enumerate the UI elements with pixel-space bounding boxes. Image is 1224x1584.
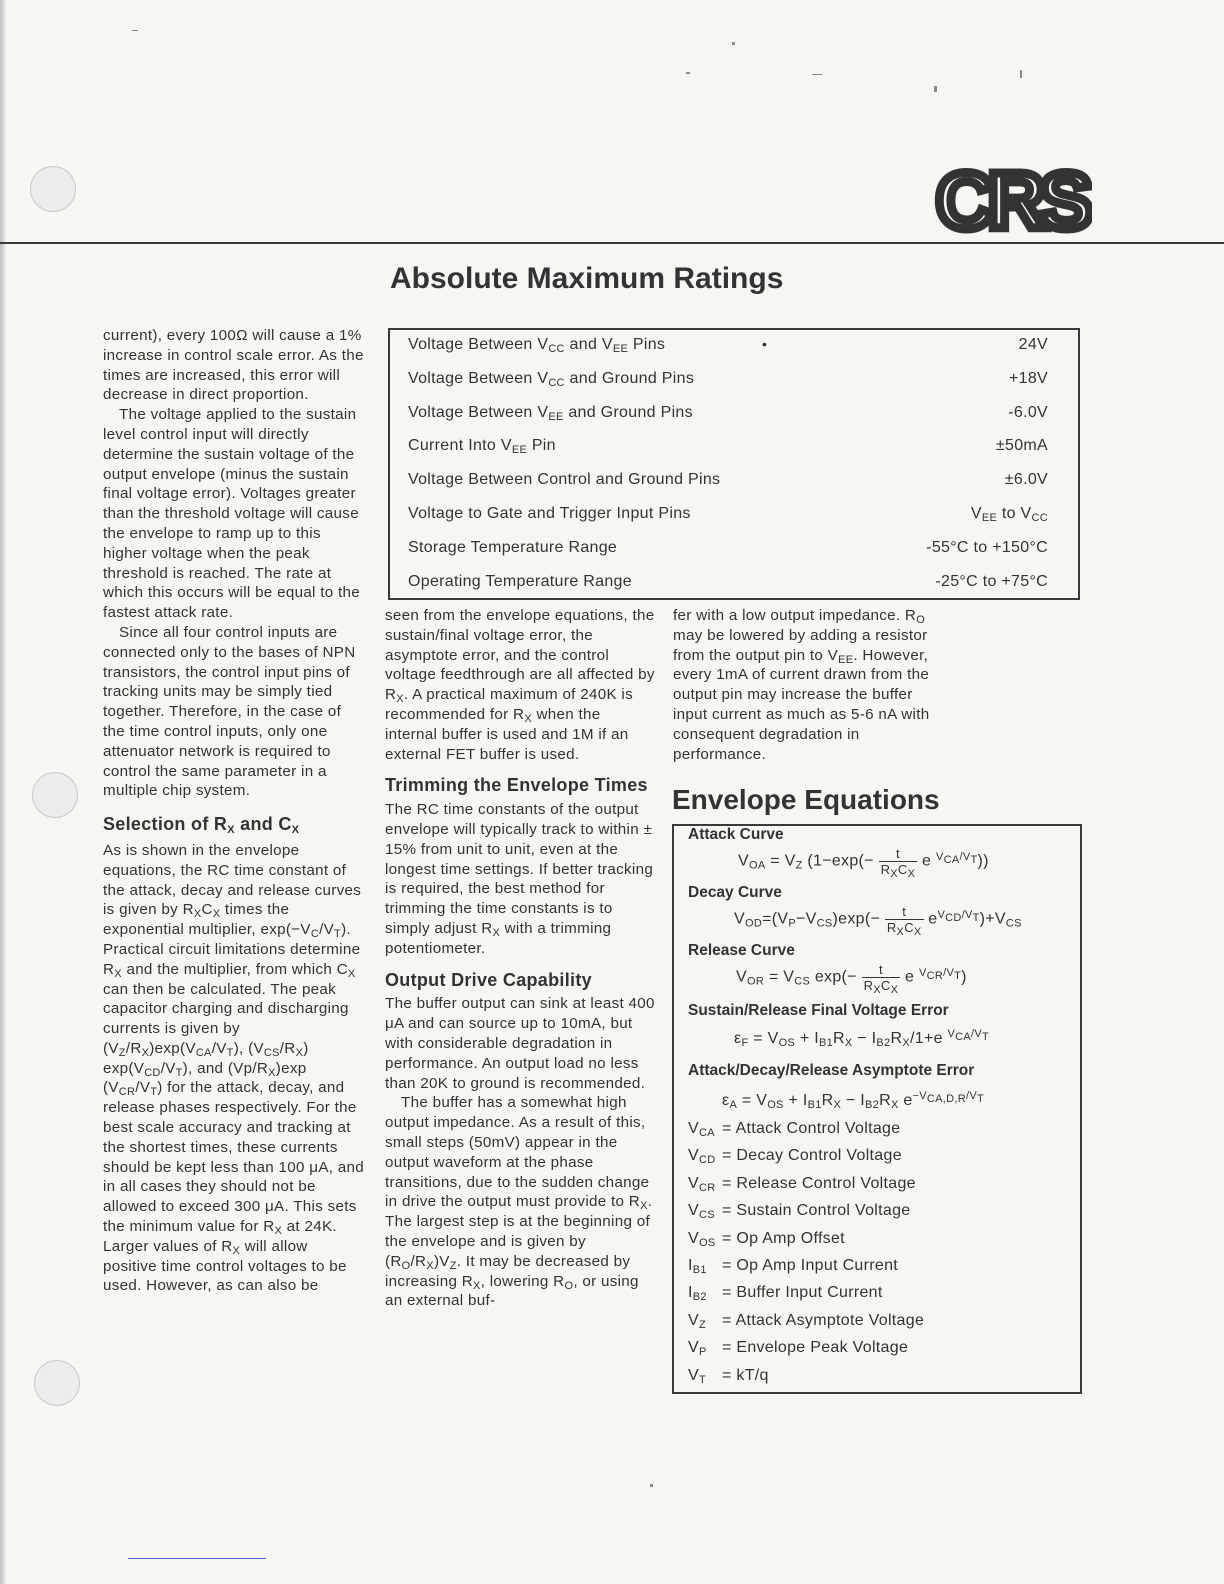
rating-value: +18V [1008,369,1048,387]
sustain-error-equation: $\varepsilon_F = V_{OS} + I_{B1}R_X - I_{B2}R_X/1+e$ $^{V_{CA}/V_T}$ [734,1028,990,1049]
sustain-error-label: Sustain/Release Final Voltage Error [688,1002,949,1019]
definition-row [688,1147,902,1165]
definition-symbol [688,1284,722,1302]
text-fragment: and Ground Pins [563,403,693,421]
definition-row [688,1257,898,1275]
paragraph: The voltage applied to the sustain level control input will directly determine the sustain voltage of the output envelope (minus the sustain final voltage error). Voltages greater than the threshold voltage will cause the envelope to ramp up to this higher voltage when the peak threshold is reached. The rate at which this occurs will be equal to the fastest attack rate. [103,406,361,622]
rating-row [390,398,1078,432]
symbol-base: V [688,1174,699,1192]
text-fragment: Voltage Between V [408,336,549,353]
scan-edge [0,0,6,1584]
paragraph: The buffer output can sink at least 400 μA and can source up to 10mA, but with considerable degradation in performance. An output load no less than 20K to ground is recommended. [385,995,655,1092]
definition-text: = Op Amp Input Current [722,1257,899,1274]
rating-label [408,336,665,354]
rating-value: -25°C to +75°C [935,572,1048,590]
equations-box [672,824,1082,1394]
equations-heading: Envelope Equations [672,784,940,815]
rating-label [408,404,693,422]
definition-text: = Attack Asymptote Voltage [722,1311,925,1329]
symbol-subscript: P [698,1346,707,1359]
definition-text: = Buffer Input Current [722,1284,883,1302]
scan-speck [650,1484,653,1487]
text-fragment: Pins [628,336,666,353]
release-equation: $V_{OR} = V_{CS}$ exp(− $\frac{t}{R_XC_X}$ e $^{V_{CR}/V_T}$) [736,962,967,996]
definition-row [688,1230,845,1248]
decay-curve-label: Decay Curve [688,884,782,901]
scan-speck [132,30,138,31]
symbol-subscript: T [698,1373,707,1386]
symbol-base: V [688,1311,699,1329]
definition-row [688,1175,916,1193]
definition-text: = Sustain Control Voltage [722,1202,911,1220]
paragraph: fer with a low output impedance. $R_O$ may be lowered by adding a resistor from the output pin to $V_{EE}$. However, every 1mA of current drawn from the output pin may increase the buffer input current as much as 5-6 nA with consequent degradation in performance. [673,607,930,763]
text-fragment: Voltage to Gate and Trigger Input Pins [408,505,691,522]
scan-speck [732,42,735,45]
text-column-1 [103,326,365,1296]
definition-row [688,1312,924,1330]
subscript-text: EE [511,444,528,457]
rating-value: ±50mA [995,437,1048,455]
symbol-base: V [688,1229,699,1247]
symbol-base: I [688,1257,693,1274]
text-fragment: Current Into V [408,437,512,455]
definition-text: = Attack Control Voltage [722,1120,901,1137]
rating-row [390,364,1078,398]
rating-row [390,330,1078,364]
subscript-text: EE [981,512,998,524]
text-fragment: Voltage Between V [408,369,549,387]
rating-row [390,533,1078,567]
footer-line [128,1558,266,1559]
symbol-subscript: CD [698,1154,716,1167]
scan-speck [934,86,937,92]
text-fragment: Voltage Between Control and Ground Pins [408,471,721,489]
rating-value: -55°C to +150°C [926,538,1048,556]
asymptote-error-equation: $\varepsilon_A = V_{OS} + I_{B1}R_X - I_{B2}R_X$ $e^{-V_{CA,D,R}/V_T}$ [722,1090,985,1111]
definition-symbol [688,1147,722,1165]
text-fragment: to V [997,505,1032,522]
rating-label [408,471,720,489]
definition-symbol [688,1339,722,1357]
subscript-text: CC [1031,512,1048,524]
definition-text: = Decay Control Voltage [722,1147,902,1165]
symbol-base: V [688,1202,699,1220]
rating-row [390,499,1078,533]
rating-row [390,465,1078,499]
subscript-text: CC [548,343,565,355]
definition-text: = Envelope Peak Voltage [722,1339,909,1357]
rating-value: -6.0V [1008,403,1048,421]
symbol-base: V [688,1120,699,1137]
definition-symbol [688,1230,722,1248]
symbol-subscript: CR [698,1181,716,1194]
definition-text: = Op Amp Offset [722,1229,845,1247]
rating-row [390,431,1078,465]
paragraph: As is shown in the envelope equations, the RC time constant of the attack, decay and release curves is given by $R_XC_X$ times the exponential multiplier, $\exp(-V_C/V_T)$. Practical circuit limitations determine $R_X$ and the multiplier, from which $C_X$ can then be calculated. The peak capacitor charging and discharging currents is given by $(V_Z/R_X)\exp(V_{CA}/V_T)$, $(V_{CS}/R_X)$ $\exp(V_{CD}/V_T)$, and $(Vp/R_X)\exp$ $(V_{CR}/V_T)$ for the attack, decay, and release phases respectively. For the best scale accuracy and tracking at the shortest times, these currents should be kept less than 100 μA, and in all cases they should not be allowed to exceed 300 μA. This sets the minimum value for $R_X$ at 24K. Larger values of $R_X$ will allow positive time control voltages to be used. However, as can also be [103,841,365,1295]
section-heading-output: Output Drive Capability [385,969,592,990]
rating-value: 24V [1018,336,1048,353]
rating-row [390,567,1078,601]
paragraph: Since all four control inputs are connected only to the bases of NPN transistors, the control input pins of tracking units may be simply tied together. Therefore, in the case of the time control inputs, only one attenuator network is required to control the same parameter in a multiple chip system. [103,623,356,800]
definition-symbol [688,1175,722,1193]
rating-label [408,370,694,388]
symbol-subscript: B1 [692,1264,707,1276]
page-title: Absolute Maximum Ratings [390,262,784,295]
decay-equation: $V_{OD}=(V_P-V_{CS})\exp(-$ $\frac{t}{R_XC_X}$ $e^{V_{CD}/V_T})+V_{CS}$ [734,904,1022,938]
symbol-base: V [688,1147,699,1165]
binder-hole-middle [32,772,78,818]
binder-hole-top [30,166,76,212]
subscript-text: EE [548,410,564,423]
symbol-subscript: CS [698,1209,715,1222]
definition-symbol [688,1257,722,1275]
rating-label [408,573,632,591]
subscript-text: EE [612,343,629,355]
definition-symbol [688,1367,722,1385]
symbol-subscript: B2 [692,1291,707,1304]
definition-row [688,1339,908,1357]
bullet-mark: • [762,336,768,352]
text-fragment: Operating Temperature Range [408,572,632,590]
rating-label [408,505,691,523]
text-fragment: and V [564,336,613,353]
symbol-base: V [688,1339,699,1357]
scan-speck [812,74,822,75]
definition-row [688,1367,769,1385]
rating-label [408,539,617,557]
rating-label [408,437,556,455]
section-heading-trimming: Trimming the Envelope Times [385,775,648,796]
paragraph: The RC time constants of the output envelope will typically track to within ± 15% from unit to unit, even at the longest time settings. If better tracking is required, the best method for trimming the time constants is to simply adjust $R_X$ with a trimming potentiometer. [385,801,654,957]
text-fragment: Pin [527,437,556,455]
text-fragment: Storage Temperature Range [408,538,618,556]
definition-symbol [688,1120,722,1138]
header-rule [0,242,1224,244]
definition-symbol [688,1202,722,1220]
symbol-subscript: CA [698,1127,715,1139]
paragraph: The buffer has a somewhat high output impedance. As a result of this, small steps (50mV) appear in the output waveform at the phase transitions, due to the sudden change in drive the output must provide to $R_X$. The largest step is at the beginning of the envelope and is given by $(R_O/R_X)V_Z$. It may be decreased by increasing $R_X$, lowering $R_O$, or using an external buf- [385,1094,653,1310]
text-column-3 [673,606,943,764]
text-fragment: Voltage Between V [408,403,549,421]
definition-row [688,1284,883,1302]
scan-speck [686,72,690,74]
rating-value: ±6.0V [1004,471,1048,489]
rating-value [971,505,1048,523]
paragraph: current), every 100Ω will cause a 1% increase in control scale error. As the times are increased, this error will decrease in direct proportion. [103,327,364,404]
section-heading-selection: Selection of $R_X$ and $C_X$ [103,814,300,837]
text-fragment: and Ground Pins [564,369,695,387]
paragraph: seen from the envelope equations, the sustain/final voltage error, the asymptote error, and the control voltage feedthrough are all affected by $R_X$. A practical maximum of 240K is recommended for $R_X$ when the internal buffer is used and 1M if an external FET buffer is used. [385,607,655,763]
scan-speck [1020,70,1022,78]
definition-text: = Release Control Voltage [722,1174,916,1192]
ratings-table [388,328,1080,600]
attack-curve-label: Attack Curve [688,826,784,843]
symbol-subscript: OS [698,1236,716,1249]
definition-symbol [688,1312,722,1330]
definition-row [688,1120,900,1138]
binder-hole-bottom [34,1360,80,1406]
definition-text: = kT/q [722,1366,769,1384]
subscript-text: CC [548,376,565,389]
text-column-2 [385,606,657,1311]
crs-logo [932,150,1092,240]
symbol-subscript: Z [698,1318,707,1331]
symbol-base: I [688,1284,693,1302]
asymptote-error-label: Attack/Decay/Release Asymptote Error [688,1062,975,1079]
definition-row [688,1202,911,1220]
svg-text:CRS: CRS [936,156,1087,240]
attack-equation: $V_{OA} = V_Z$ (1−exp(− $\frac{t}{R_XC_X}$ e $^{V_{CA}/V_T}$)) [738,846,989,880]
release-curve-label: Release Curve [688,942,795,959]
text-fragment: V [970,505,982,522]
symbol-base: V [688,1366,699,1384]
